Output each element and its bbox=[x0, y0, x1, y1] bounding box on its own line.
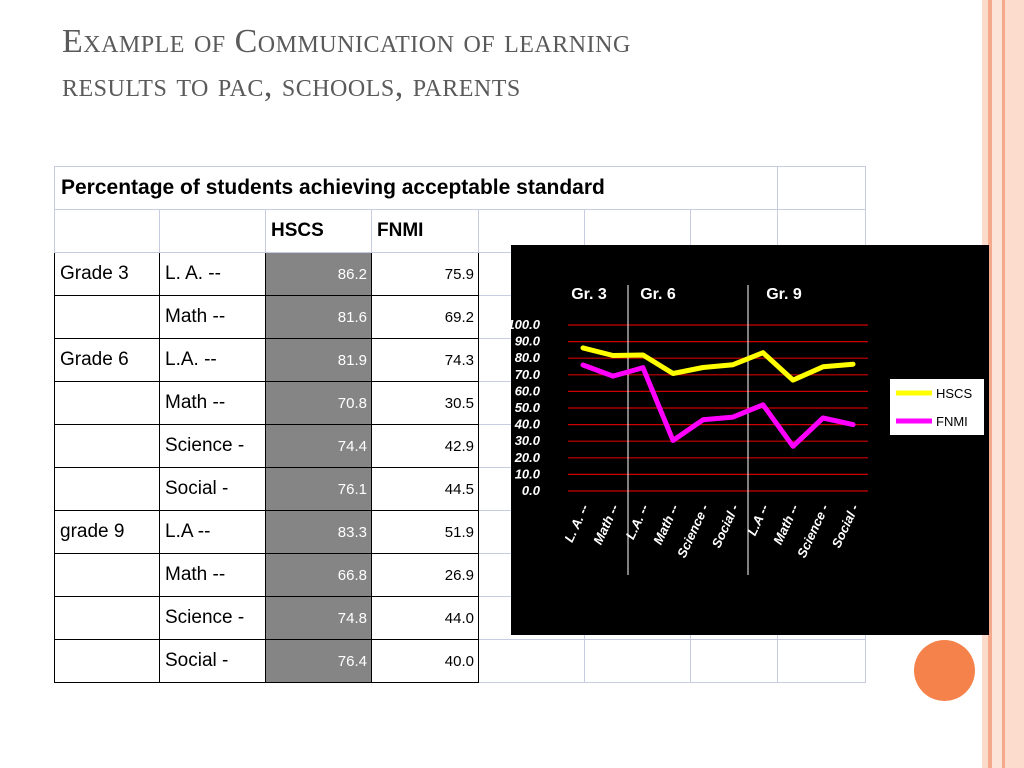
empty-cell bbox=[778, 640, 866, 683]
slide-title-line-2: results to pac, schools, parents bbox=[62, 67, 521, 104]
data-point bbox=[762, 403, 765, 406]
hscs-value-cell: 83.3 bbox=[266, 511, 372, 554]
hscs-value-cell: 70.8 bbox=[266, 382, 372, 425]
data-point bbox=[822, 416, 825, 419]
x-tick-label: L.A -- bbox=[744, 501, 772, 538]
y-tick-label: 10.0 bbox=[514, 466, 540, 482]
empty-cell bbox=[778, 167, 866, 210]
y-tick-label: 30.0 bbox=[514, 433, 540, 449]
series-line-fnmi bbox=[583, 365, 853, 446]
grade-cell bbox=[55, 640, 160, 683]
hscs-value-cell: 81.9 bbox=[266, 339, 372, 382]
y-tick-label: 90.0 bbox=[514, 333, 540, 349]
fnmi-value-cell: 42.9 bbox=[372, 425, 479, 468]
data-point bbox=[852, 363, 855, 366]
fnmi-value-cell: 40.0 bbox=[372, 640, 479, 683]
grade-cell: grade 9 bbox=[55, 511, 160, 554]
empty-cell bbox=[479, 640, 585, 683]
legend-label: FNMI bbox=[936, 414, 968, 429]
subject-cell: L.A -- bbox=[160, 511, 266, 554]
empty-cell bbox=[691, 640, 778, 683]
grade-cell bbox=[55, 597, 160, 640]
grade-cell bbox=[55, 382, 160, 425]
data-point bbox=[732, 416, 735, 419]
subject-cell: Social - bbox=[160, 640, 266, 683]
data-point bbox=[672, 439, 675, 442]
data-point bbox=[582, 346, 585, 349]
fnmi-value-cell: 30.5 bbox=[372, 382, 479, 425]
x-tick-label: Science - bbox=[673, 501, 712, 561]
legend-label: HSCS bbox=[936, 386, 973, 401]
empty-cell bbox=[55, 210, 160, 253]
data-point bbox=[612, 375, 615, 378]
x-tick-label: Math -- bbox=[770, 501, 802, 547]
data-point bbox=[792, 445, 795, 448]
data-point bbox=[582, 364, 585, 367]
group-label: Gr. 9 bbox=[766, 286, 802, 303]
subject-cell: L. A. -- bbox=[160, 253, 266, 296]
line-chart bbox=[507, 245, 989, 635]
data-point bbox=[702, 418, 705, 421]
subject-cell: Math -- bbox=[160, 554, 266, 597]
empty-cell bbox=[585, 640, 691, 683]
hscs-value-cell: 86.2 bbox=[266, 253, 372, 296]
empty-cell bbox=[160, 210, 266, 253]
y-tick-label: 20.0 bbox=[514, 449, 540, 465]
hscs-value-cell: 81.6 bbox=[266, 296, 372, 339]
decorative-circle bbox=[914, 640, 975, 701]
data-point bbox=[642, 354, 645, 357]
y-tick-label: 80.0 bbox=[514, 350, 540, 366]
y-tick-label: 100.0 bbox=[507, 317, 540, 332]
data-point bbox=[732, 363, 735, 366]
group-label: Gr. 6 bbox=[640, 286, 676, 303]
subject-cell: Social - bbox=[160, 468, 266, 511]
grade-cell bbox=[55, 425, 160, 468]
fnmi-value-cell: 44.0 bbox=[372, 597, 479, 640]
grade-cell bbox=[55, 468, 160, 511]
subject-cell: Science - bbox=[160, 597, 266, 640]
slide-title bbox=[62, 20, 882, 108]
y-tick-label: 0.0 bbox=[521, 483, 540, 498]
group-label: Gr. 3 bbox=[571, 286, 607, 303]
hscs-value-cell: 74.4 bbox=[266, 425, 372, 468]
fnmi-value-cell: 26.9 bbox=[372, 554, 479, 597]
x-tick-label: Social - bbox=[708, 501, 742, 551]
subject-cell: L.A. -- bbox=[160, 339, 266, 382]
column-header-fnmi: FNMI bbox=[372, 210, 479, 253]
hscs-value-cell: 76.4 bbox=[266, 640, 372, 683]
hscs-value-cell: 66.8 bbox=[266, 554, 372, 597]
x-tick-label: Social - bbox=[828, 501, 862, 551]
grade-cell bbox=[55, 554, 160, 597]
grade-cell: Grade 6 bbox=[55, 339, 160, 382]
fnmi-value-cell: 51.9 bbox=[372, 511, 479, 554]
x-tick-label: L. A. -- bbox=[561, 501, 592, 545]
column-header-hscs: HSCS bbox=[266, 210, 372, 253]
data-point bbox=[822, 365, 825, 368]
y-tick-label: 70.0 bbox=[514, 366, 540, 382]
data-point bbox=[642, 366, 645, 369]
slide-title-line-1: Example of Communication of learning bbox=[62, 23, 631, 60]
hscs-value-cell: 74.8 bbox=[266, 597, 372, 640]
data-point bbox=[702, 366, 705, 369]
x-tick-label: L.A. -- bbox=[622, 501, 652, 542]
table-row bbox=[55, 640, 866, 683]
subject-cell: Science - bbox=[160, 425, 266, 468]
hscs-value-cell: 76.1 bbox=[266, 468, 372, 511]
data-point bbox=[852, 423, 855, 426]
x-tick-label: Science - bbox=[793, 501, 832, 561]
subject-cell: Math -- bbox=[160, 296, 266, 339]
data-point bbox=[762, 351, 765, 354]
x-tick-label: Math -- bbox=[650, 501, 682, 547]
data-point bbox=[672, 372, 675, 375]
grade-cell bbox=[55, 296, 160, 339]
line-chart-svg bbox=[507, 245, 989, 635]
y-tick-label: 40.0 bbox=[514, 416, 540, 432]
fnmi-value-cell: 69.2 bbox=[372, 296, 479, 339]
subject-cell: Math -- bbox=[160, 382, 266, 425]
fnmi-value-cell: 44.5 bbox=[372, 468, 479, 511]
fnmi-value-cell: 74.3 bbox=[372, 339, 479, 382]
y-tick-label: 50.0 bbox=[514, 400, 540, 415]
x-tick-label: Math -- bbox=[590, 501, 622, 547]
fnmi-value-cell: 75.9 bbox=[372, 253, 479, 296]
data-point bbox=[792, 379, 795, 382]
data-point bbox=[612, 354, 615, 357]
y-tick-label: 60.0 bbox=[514, 383, 540, 399]
grade-cell: Grade 3 bbox=[55, 253, 160, 296]
table-caption: Percentage of students achieving acceptable standard bbox=[55, 167, 778, 210]
